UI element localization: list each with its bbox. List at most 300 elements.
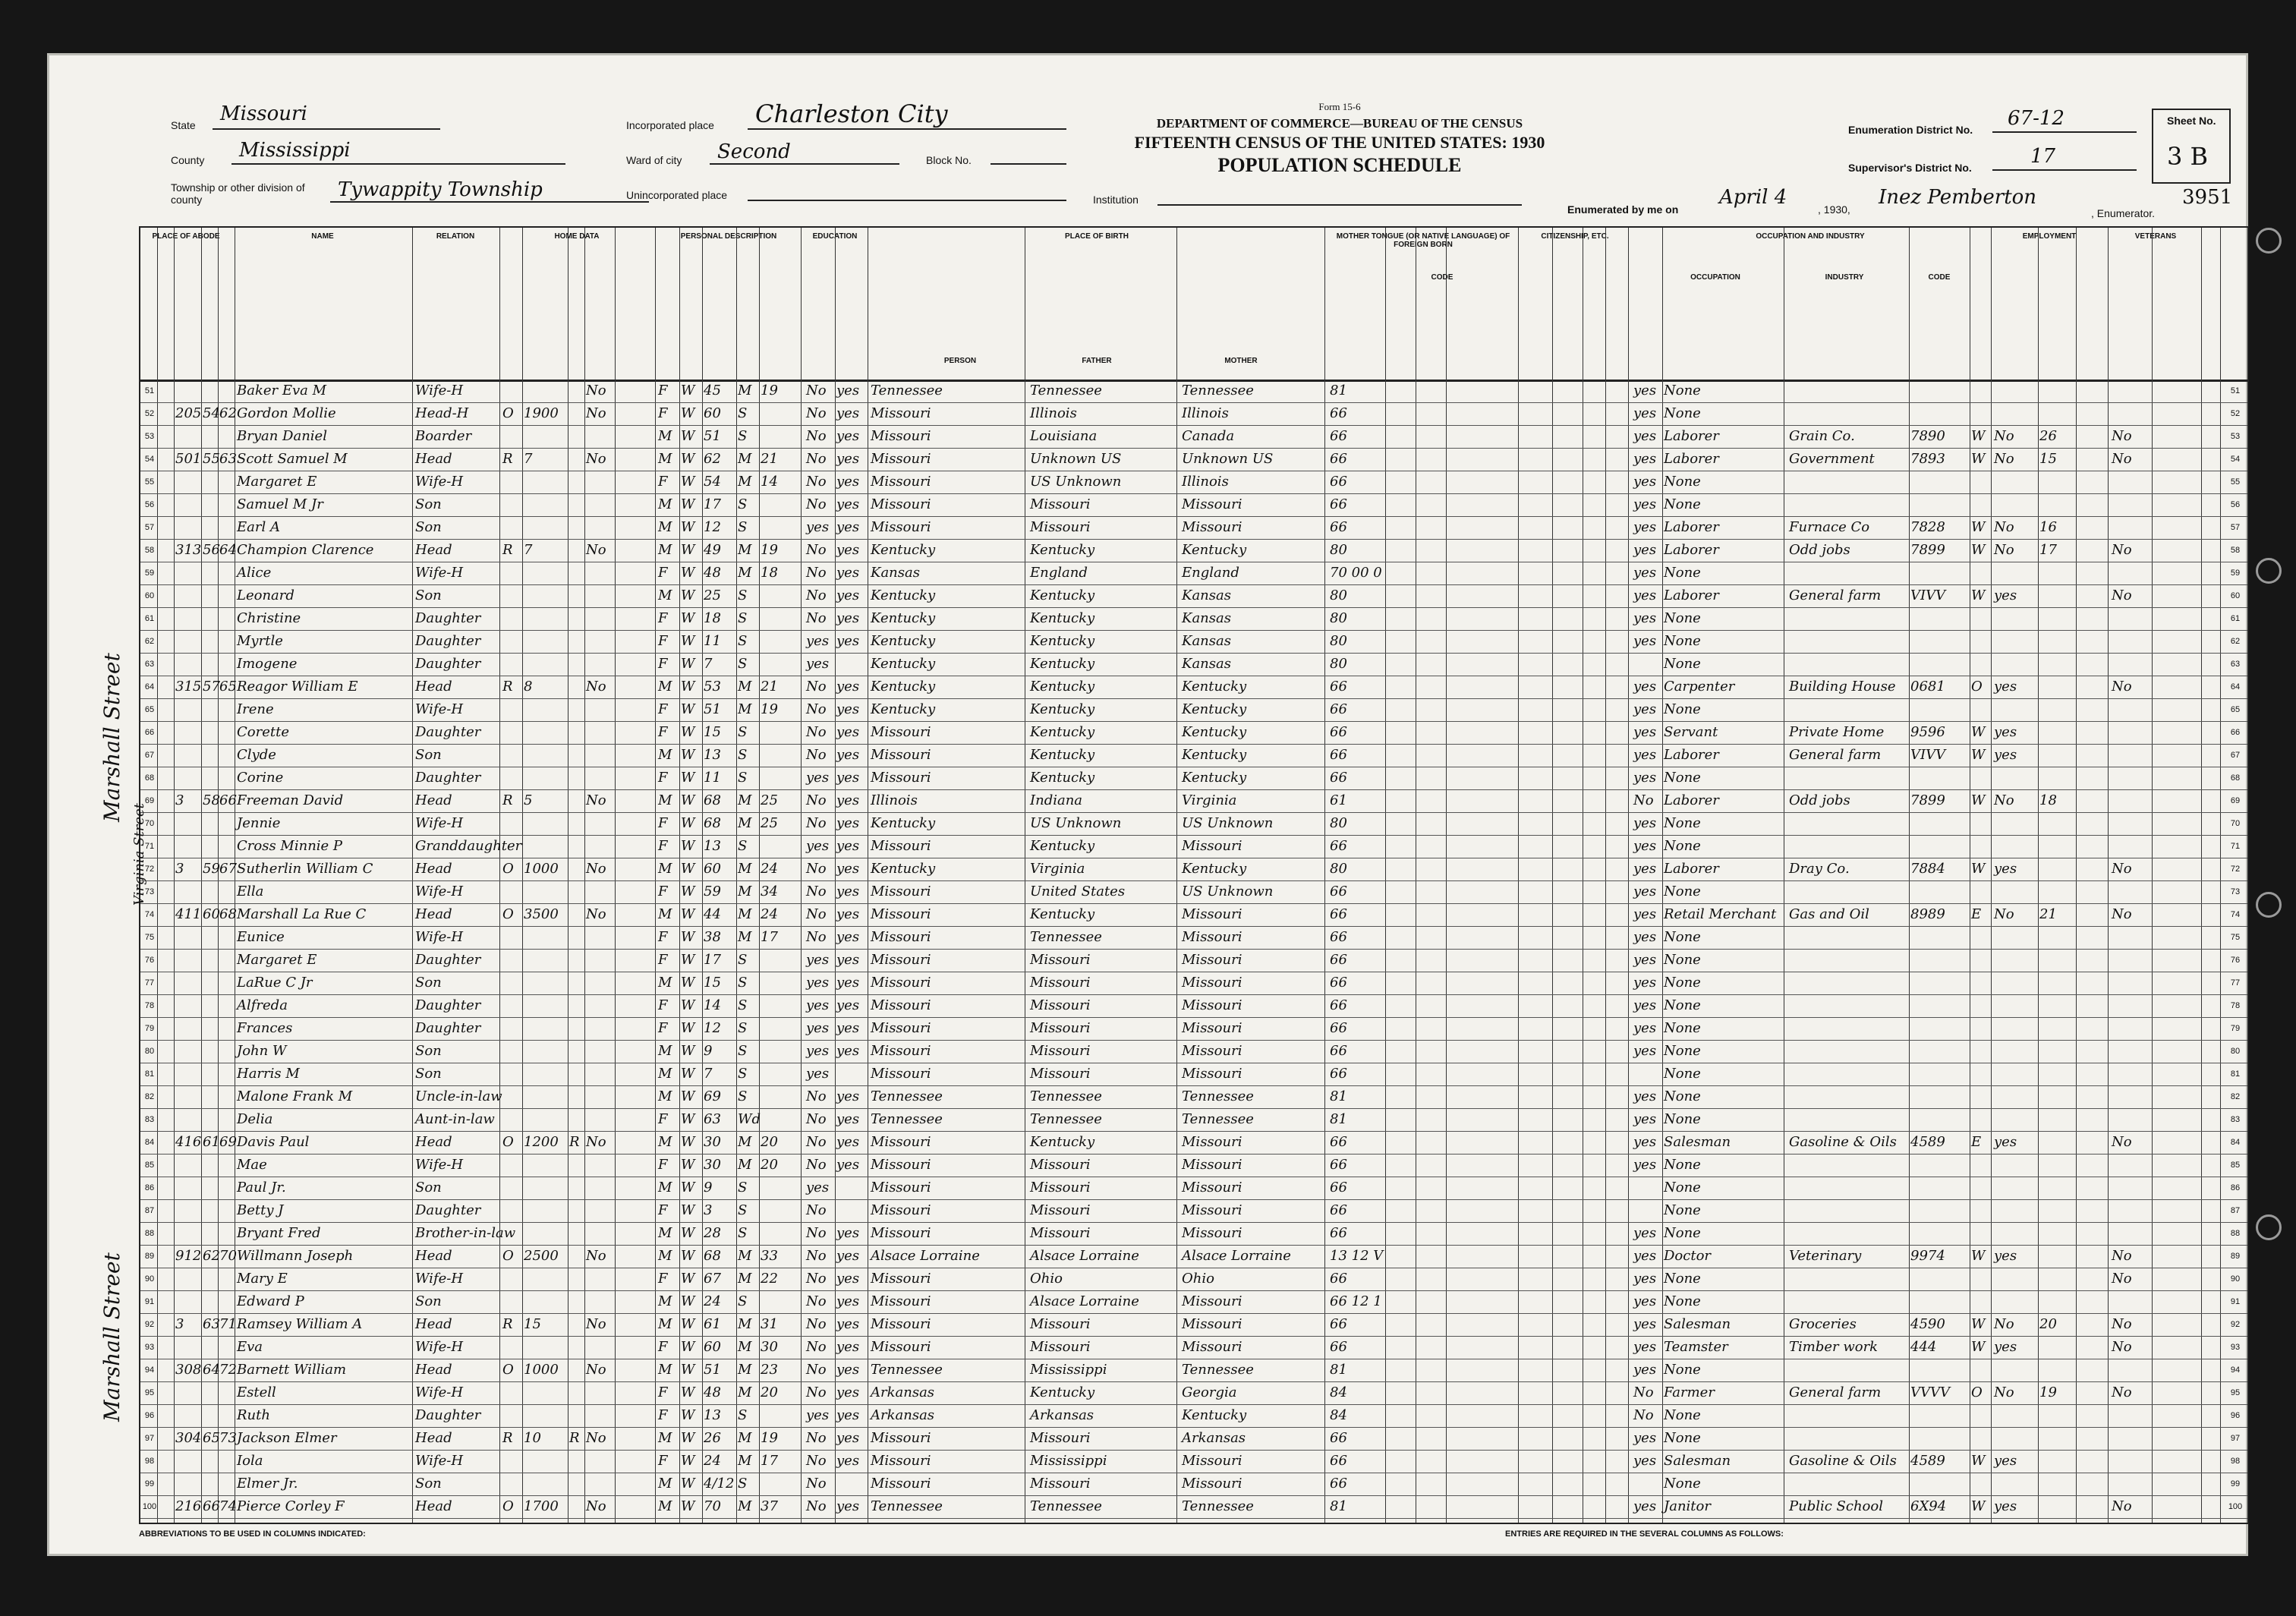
- cell-own: [502, 607, 522, 630]
- cell-name: Malone Frank M: [237, 1088, 353, 1104]
- cell-sch: yes: [806, 975, 830, 991]
- cell-mar: M: [738, 1339, 752, 1355]
- cell-age: 70: [704, 1498, 721, 1514]
- cell-mar: S: [738, 1476, 748, 1492]
- cell-line-number-right: 97: [2230, 1434, 2241, 1443]
- cell-ln: 52: [144, 409, 155, 418]
- cell-sch: No: [806, 587, 827, 603]
- cell-rd: yes: [836, 1384, 860, 1400]
- cell-bm: Missouri: [1182, 1134, 1242, 1150]
- cell-dw: [203, 425, 218, 448]
- cell-ind: [1789, 972, 1909, 994]
- cell-ind: [1789, 630, 1909, 653]
- cell-radio: R: [569, 1430, 580, 1446]
- cell-bp: Tennessee: [871, 1362, 943, 1378]
- cell-oc: [1910, 493, 1970, 516]
- cell-own: [502, 516, 522, 539]
- cell-mar: S: [738, 633, 748, 649]
- cell-age: 7: [704, 656, 713, 672]
- cell-bf: Kentucky: [1030, 1134, 1095, 1150]
- cell-name: Willmann Joseph: [237, 1248, 354, 1264]
- cell-val: [524, 880, 568, 903]
- cell-code: 66: [1330, 451, 1347, 467]
- cell-fam: [219, 1017, 235, 1040]
- cell-st: [159, 1245, 174, 1268]
- cell-occ: None: [1664, 1407, 1701, 1423]
- cell-wk: [2039, 471, 2076, 493]
- cell-hn: [175, 721, 201, 744]
- cell-bp: Missouri: [871, 1020, 931, 1036]
- cell-rel: Wife-H: [415, 929, 464, 945]
- cell-vet: No: [2112, 1134, 2132, 1150]
- cell-ln: 65: [144, 705, 155, 714]
- cell-hn: 304: [175, 1430, 202, 1446]
- cell-code: 66: [1330, 952, 1347, 968]
- cell-bp: Kentucky: [871, 679, 936, 695]
- cell-code: 66: [1330, 997, 1347, 1013]
- cell-rd: yes: [836, 1498, 860, 1514]
- cell-st: [159, 653, 174, 676]
- cell-farm: No: [586, 1362, 606, 1378]
- cell-sex: F: [658, 610, 668, 626]
- cell-race: W: [681, 792, 695, 808]
- cell-st: [159, 1381, 174, 1404]
- cell-name: Davis Paul: [237, 1134, 310, 1150]
- cell-work: No: [1994, 542, 2014, 558]
- cell-vet: [2112, 926, 2156, 949]
- cell-occ: Laborer: [1664, 587, 1719, 603]
- cell-ln: 73: [144, 887, 155, 896]
- cell-work: [1994, 1473, 2038, 1495]
- cell-oc: [1910, 1404, 1970, 1427]
- group-employment: EMPLOYMENT: [2022, 232, 2077, 241]
- cell-ind: [1789, 1268, 1909, 1290]
- cell-sex: F: [658, 1407, 668, 1423]
- table-row: [140, 1450, 2247, 1473]
- cell-line-number-right: 51: [2230, 386, 2241, 395]
- cell-code: 66: [1330, 1043, 1347, 1059]
- cell-emp: yes: [1633, 1134, 1657, 1150]
- cell-bp: Missouri: [871, 952, 931, 968]
- cell-work: [1994, 1268, 2038, 1290]
- cell-fam: [219, 425, 235, 448]
- cell-sex: F: [658, 1271, 668, 1287]
- cell-ln: 90: [144, 1274, 155, 1284]
- cell-wk: [2039, 721, 2076, 744]
- cell-emp: yes: [1633, 884, 1657, 899]
- cell-code: 66: [1330, 1180, 1347, 1195]
- cell-race: W: [681, 565, 695, 581]
- cell-hn: 3: [175, 861, 184, 877]
- cell-wk: [2039, 1495, 2076, 1518]
- cell-ln: 81: [144, 1069, 155, 1079]
- cell-val: [524, 1108, 568, 1131]
- cell-ind: Public School: [1789, 1498, 1883, 1514]
- cell-vet: [2112, 1222, 2156, 1245]
- cell-wk: 16: [2039, 519, 2057, 535]
- cell-wk: [2039, 584, 2076, 607]
- cell-rel: Son: [415, 747, 442, 763]
- cell-mar: S: [738, 1043, 748, 1059]
- cell-code: 66: [1330, 428, 1347, 444]
- table-row: [140, 858, 2247, 881]
- cell-name: Myrtle: [237, 633, 283, 649]
- group-personal: PERSONAL DESCRIPTION: [680, 232, 777, 241]
- cell-agem: 19: [761, 1430, 778, 1446]
- cell-sch: yes: [806, 770, 830, 786]
- cell-st: [159, 903, 174, 926]
- cell-rd: yes: [836, 496, 860, 512]
- cell-wk: [2039, 380, 2076, 402]
- cell-work: [1994, 1063, 2038, 1085]
- col-father: FATHER: [1082, 357, 1112, 365]
- census-title: FIFTEENTH CENSUS OF THE UNITED STATES: 1930: [1134, 133, 1545, 152]
- cell-ln: 91: [144, 1297, 155, 1306]
- cell-ln: 64: [144, 682, 155, 691]
- cell-mar: S: [738, 975, 748, 991]
- cell-agem: 19: [761, 383, 778, 398]
- cell-line-number-right: 65: [2230, 705, 2241, 714]
- cell-radio: [569, 972, 584, 994]
- cell-farm: [586, 721, 615, 744]
- cell-line-number-right: 69: [2230, 796, 2241, 805]
- cell-dw: [203, 1085, 218, 1108]
- cell-oc: 6X94: [1910, 1498, 1947, 1514]
- sheet-label: Sheet No.: [2167, 115, 2216, 127]
- cell-st: [159, 1336, 174, 1359]
- cell-own: [502, 1017, 522, 1040]
- cell-ln: 83: [144, 1115, 155, 1124]
- cell-val: 1700: [524, 1498, 559, 1514]
- cell-occ: Janitor: [1664, 1498, 1711, 1514]
- cell-bf: Kentucky: [1030, 770, 1095, 786]
- group-place-of-abode: PLACE OF ABODE: [152, 232, 220, 241]
- cell-agem: 14: [761, 474, 778, 490]
- cell-sex: F: [658, 1384, 668, 1400]
- cell-farm: [586, 994, 615, 1017]
- cell-dw: [203, 949, 218, 972]
- table-row: [140, 698, 2247, 722]
- sheet-value: 3 B: [2167, 142, 2209, 171]
- cell-cw: W: [1971, 519, 1986, 535]
- cell-age: 12: [704, 519, 721, 535]
- cell-ind: [1789, 926, 1909, 949]
- township-value: Tywappity Township: [338, 178, 543, 201]
- cell-occ: Laborer: [1664, 451, 1719, 467]
- cell-cw: [1971, 1222, 1989, 1245]
- cell-race: W: [681, 1316, 695, 1332]
- cell-own: [502, 1268, 522, 1290]
- cell-name: Eva: [237, 1339, 263, 1355]
- cell-ind: [1789, 493, 1909, 516]
- cell-oc: VVVV: [1910, 1384, 1950, 1400]
- cell-sex: M: [658, 679, 672, 695]
- cell-sex: F: [658, 474, 668, 490]
- cell-mar: M: [738, 474, 752, 490]
- cell-val: [524, 1085, 568, 1108]
- cell-radio: [569, 1450, 584, 1473]
- cell-name: Ramsey William A: [237, 1316, 363, 1332]
- cell-code: 80: [1330, 815, 1347, 831]
- cell-oc: [1910, 1427, 1970, 1450]
- cell-bp: Missouri: [871, 1043, 931, 1059]
- cell-age: 48: [704, 565, 721, 581]
- cell-occ: Laborer: [1664, 792, 1719, 808]
- cell-bm: Kentucky: [1182, 701, 1247, 717]
- cell-agem: [761, 835, 789, 858]
- cell-ind: General farm: [1789, 747, 1882, 763]
- cell-own: [502, 493, 522, 516]
- cell-rel: Wife-H: [415, 1271, 464, 1287]
- cell-dw: [203, 835, 218, 858]
- cell-work: [1994, 812, 2038, 835]
- cell-ln: 55: [144, 477, 155, 487]
- cell-name: Mary E: [237, 1271, 288, 1287]
- cell-fam: [219, 1063, 235, 1085]
- cell-sex: M: [658, 1225, 672, 1241]
- table-row: [140, 789, 2247, 813]
- cell-val: 2500: [524, 1248, 559, 1264]
- cell-hn: [175, 1268, 201, 1290]
- cell-sch: No: [806, 1498, 827, 1514]
- cell-wk: [2039, 926, 2076, 949]
- cell-mar: S: [738, 770, 748, 786]
- cell-line-number-right: 56: [2230, 500, 2241, 509]
- cell-radio: [569, 1199, 584, 1222]
- cell-dw: [203, 1177, 218, 1199]
- cell-own: [502, 380, 522, 402]
- cell-race: W: [681, 1111, 695, 1127]
- cell-agem: 30: [761, 1339, 778, 1355]
- cell-occ: None: [1664, 1111, 1701, 1127]
- cell-st: [159, 1222, 174, 1245]
- table-row: [140, 493, 2247, 517]
- cell-ln: 74: [144, 910, 155, 919]
- cell-farm: [586, 744, 615, 767]
- cell-cw: [1971, 630, 1989, 653]
- cell-occ: Carpenter: [1664, 679, 1735, 695]
- cell-sch: No: [806, 815, 827, 831]
- cell-sch: yes: [806, 1020, 830, 1036]
- cell-st: [159, 721, 174, 744]
- cell-val: [524, 1154, 568, 1177]
- cell-emp: yes: [1633, 975, 1657, 991]
- binder-holes: [2247, 0, 2296, 1616]
- cell-name: Estell: [237, 1384, 276, 1400]
- cell-rd: yes: [836, 1088, 860, 1104]
- cell-line-number-right: 52: [2230, 409, 2241, 418]
- cell-ind: [1789, 1290, 1909, 1313]
- cell-bm: Unknown US: [1182, 451, 1274, 467]
- cell-hn: [175, 1290, 201, 1313]
- cell-vet: [2112, 1177, 2156, 1199]
- cell-occ: Farmer: [1664, 1384, 1715, 1400]
- cell-radio: [569, 767, 584, 789]
- cell-race: W: [681, 1020, 695, 1036]
- cell-radio: [569, 380, 584, 402]
- cell-vet: [2112, 767, 2156, 789]
- cell-rd: yes: [836, 428, 860, 444]
- cell-bf: Kentucky: [1030, 724, 1095, 740]
- cell-age: 18: [704, 610, 721, 626]
- cell-name: Freeman David: [237, 792, 344, 808]
- cell-val: [524, 835, 568, 858]
- cell-ind: [1789, 1154, 1909, 1177]
- cell-st: [159, 471, 174, 493]
- cell-hn: 3: [175, 792, 184, 808]
- cell-sex: F: [658, 838, 668, 854]
- cell-agem: [761, 653, 789, 676]
- cell-bm: Missouri: [1182, 519, 1242, 535]
- cell-own: [502, 1085, 522, 1108]
- cell-mar: M: [738, 884, 752, 899]
- cell-val: 7: [524, 451, 533, 467]
- cell-emp: yes: [1633, 997, 1657, 1013]
- cell-bf: Kentucky: [1030, 1384, 1095, 1400]
- cell-bm: Missouri: [1182, 1020, 1242, 1036]
- cell-rel: Brother-in-law: [415, 1225, 516, 1241]
- cell-name: Bryan Daniel: [237, 428, 327, 444]
- enumerator-name: Inez Pemberton: [1879, 186, 2037, 209]
- cell-own: [502, 1473, 522, 1495]
- cell-sex: F: [658, 929, 668, 945]
- cell-occ: Salesman: [1664, 1453, 1731, 1469]
- cell-st: [159, 539, 174, 562]
- cell-st: [159, 1268, 174, 1290]
- cell-hn: [175, 630, 201, 653]
- cell-bf: Kentucky: [1030, 906, 1095, 922]
- cell-sex: M: [658, 975, 672, 991]
- cell-oc: [1910, 380, 1970, 402]
- cell-agem: [761, 1199, 789, 1222]
- cell-fam: [219, 744, 235, 767]
- cell-farm: [586, 630, 615, 653]
- cell-hn: [175, 949, 201, 972]
- cell-occ: None: [1664, 1157, 1701, 1173]
- cell-line-number-right: 100: [2228, 1502, 2243, 1511]
- cell-occ: None: [1664, 1066, 1701, 1082]
- cell-agem: [761, 402, 789, 425]
- cell-rd: yes: [836, 474, 860, 490]
- cell-rel: Head-H: [415, 405, 469, 421]
- cell-bm: Missouri: [1182, 1339, 1242, 1355]
- cell-own: [502, 562, 522, 584]
- cell-st: [159, 949, 174, 972]
- cell-sch: No: [806, 1453, 827, 1469]
- cell-vet: [2112, 949, 2156, 972]
- cell-hn: [175, 607, 201, 630]
- cell-rel: Wife-H: [415, 1384, 464, 1400]
- cell-mar: M: [738, 1248, 752, 1264]
- cell-rd: yes: [836, 724, 860, 740]
- cell-age: 69: [704, 1088, 721, 1104]
- cell-ind: [1789, 653, 1909, 676]
- ward-value: Second: [717, 140, 791, 163]
- col-tongue-code: CODE: [1431, 273, 1454, 282]
- cell-fam: 72: [219, 1362, 237, 1378]
- cell-cw: [1971, 1290, 1989, 1313]
- cell-own: [502, 1199, 522, 1222]
- cell-work: No: [1994, 451, 2014, 467]
- cell-hn: [175, 812, 201, 835]
- col-occupation: OCCUPATION: [1690, 273, 1740, 282]
- cell-st: [159, 812, 174, 835]
- cell-ln: 57: [144, 523, 155, 532]
- cell-st: [159, 1154, 174, 1177]
- cell-dw: [203, 698, 218, 721]
- cell-agem: [761, 607, 789, 630]
- cell-val: [524, 949, 568, 972]
- cell-wk: [2039, 994, 2076, 1017]
- cell-dw: [203, 994, 218, 1017]
- cell-bm: Missouri: [1182, 1453, 1242, 1469]
- cell-rel: Wife-H: [415, 1157, 464, 1173]
- cell-fam: [219, 630, 235, 653]
- cell-age: 30: [704, 1157, 721, 1173]
- cell-st: [159, 1131, 174, 1154]
- cell-bf: England: [1030, 565, 1088, 581]
- cell-radio: [569, 698, 584, 721]
- cell-cw: [1971, 1427, 1989, 1450]
- cell-line-number-right: 62: [2230, 637, 2241, 646]
- cell-radio: [569, 425, 584, 448]
- cell-work: [1994, 1427, 2038, 1450]
- cell-own: [502, 1290, 522, 1313]
- cell-bf: Missouri: [1030, 496, 1091, 512]
- cell-sch: No: [806, 1111, 827, 1127]
- cell-work: [1994, 1108, 2038, 1131]
- table-row: [140, 926, 2247, 950]
- cell-dw: 64: [203, 1362, 220, 1378]
- cell-wk: [2039, 1199, 2076, 1222]
- cell-fam: [219, 698, 235, 721]
- cell-bm: Ohio: [1182, 1271, 1214, 1287]
- cell-mar: M: [738, 1271, 752, 1287]
- cell-race: W: [681, 1453, 695, 1469]
- cell-emp: yes: [1633, 1453, 1657, 1469]
- cell-bp: Missouri: [871, 1293, 931, 1309]
- cell-oc: [1910, 1017, 1970, 1040]
- cell-occ: None: [1664, 496, 1701, 512]
- cell-dw: [203, 1040, 218, 1063]
- cell-bf: Missouri: [1030, 997, 1091, 1013]
- cell-bf: Missouri: [1030, 1066, 1091, 1082]
- cell-occ: None: [1664, 656, 1701, 672]
- cell-mar: M: [738, 792, 752, 808]
- cell-mar: M: [738, 701, 752, 717]
- cell-occ: None: [1664, 997, 1701, 1013]
- cell-agem: [761, 584, 789, 607]
- cell-name: Gordon Mollie: [237, 405, 336, 421]
- cell-bf: Louisiana: [1030, 428, 1098, 444]
- cell-val: [524, 1199, 568, 1222]
- cell-st: [159, 1177, 174, 1199]
- cell-emp: [1633, 1063, 1662, 1085]
- cell-age: 7: [704, 1066, 713, 1082]
- cell-rd: yes: [836, 929, 860, 945]
- cell-age: 15: [704, 724, 721, 740]
- cell-code: 81: [1330, 1498, 1347, 1514]
- state-value: Missouri: [220, 102, 307, 125]
- cell-rel: Son: [415, 587, 442, 603]
- cell-bm: Illinois: [1182, 405, 1229, 421]
- cell-bp: Tennessee: [871, 383, 943, 398]
- cell-hn: [175, 994, 201, 1017]
- cell-work: yes: [1994, 724, 2017, 740]
- cell-vet: [2112, 1040, 2156, 1063]
- cell-wk: [2039, 1040, 2076, 1063]
- cell-dw: [203, 471, 218, 493]
